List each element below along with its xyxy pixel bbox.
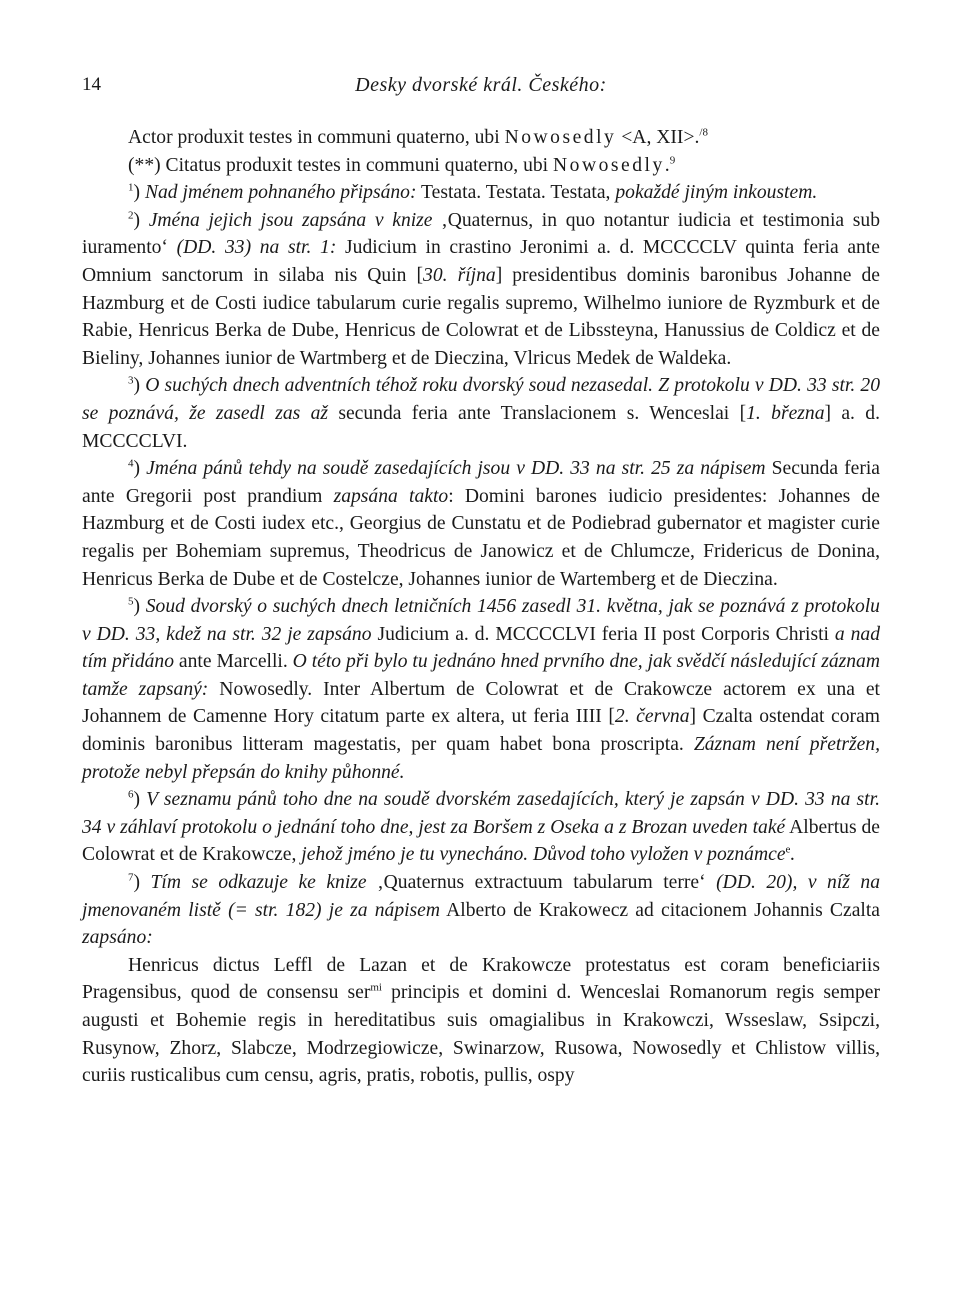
text-run: Testata. Testata. Testata, <box>416 182 616 204</box>
paragraph <box>82 869 880 952</box>
footnote-marker: 9 <box>669 154 676 167</box>
paragraph <box>82 152 880 180</box>
page-number: 14 <box>82 74 101 95</box>
text-run: ) <box>133 182 145 204</box>
text-run: Tím se odkazuje ke knize <box>150 872 367 894</box>
footnote-marker: 1 <box>128 181 134 194</box>
text-run: <A, XII>. <box>616 127 700 148</box>
footnote-marker: 7 <box>128 871 134 884</box>
text-run: 1. března <box>746 402 825 424</box>
paragraph <box>82 179 880 207</box>
text-run: Jména jejich jsou zapsána v knize <box>148 209 433 231</box>
footnote-marker: 2 <box>128 209 134 222</box>
footnote-marker: 5 <box>128 595 134 608</box>
text-run: ) <box>133 789 147 811</box>
text-run: pokaždé jiným inkoustem. <box>615 182 818 204</box>
text-run: principis et domini d. Wenceslai Romanorum regis semper augusti et Bohemie regis in hereditatibus suis omagialibus in Krakowczi, Wsseslaw, Ssipczi, Rusynow, Zhorz, Slabcze, Modrzegiowicze, Swinarzow, Rusowa, Nowosedly et Chlistow villis, curiis rusticalibus cum censu, agris, pratis, robotis, pullis, ospy <box>82 982 880 1087</box>
text-run: zapsána takto <box>333 485 449 507</box>
paragraph <box>82 786 880 869</box>
text-run: Nowosedly <box>504 127 617 148</box>
footnote-marker: mi <box>370 981 382 994</box>
text-run: ) <box>133 596 146 618</box>
running-title: Desky dvorské král. Českého: <box>355 74 607 96</box>
text-run: . <box>790 844 796 866</box>
text-run: O této při bylo tu jednáno hned prvního dne, jak svědčí následující záznam tamže zapsaný: <box>82 651 880 700</box>
footnote-marker: 4 <box>128 457 134 470</box>
footnote-marker: e <box>785 843 791 856</box>
text-run: V seznamu pánů toho dne na soudě dvorském zasedajících, který je zapsán v DD. 33 na str. 34 v záhlaví protokolu o jednání toho dne, jest za Boršem z Oseka a z Brozan uveden také <box>82 789 880 838</box>
text-run: (**) Citatus produxit testes in communi quaterno, ubi <box>128 154 554 176</box>
text-run: Alberto de Krakowecz ad citacionem Johannis Czalta <box>440 899 880 921</box>
text-run: ) <box>133 458 147 480</box>
page-header <box>82 74 880 102</box>
text-run: Nowosedly <box>553 154 665 176</box>
paragraph <box>82 593 880 786</box>
footnote-marker: 3 <box>128 374 134 387</box>
paragraph <box>82 952 880 1090</box>
text-run: : Domini barones iudicio presidentes: Johannes de Hazmburg et de Costi iudex etc., Georgius de Cunstatu et de Podiebrad gubernator et magister curie regalis per Bohemiam supremus, Theodricus de Janowicz et de Chlumcze, Fridericus de Donina, Henricus Berka de Dube et de Costelcze, Johannes iunior de Wartemberg et de Dieczina. <box>82 485 880 590</box>
text-run: ] Czalta ostendat coram dominis baronibus litteram magestatis, per quam habet bona proscripta. <box>82 706 881 756</box>
text-run: . <box>664 154 670 176</box>
footnote-marker: 6 <box>128 788 134 801</box>
text-run: 2. června <box>614 706 690 728</box>
text-run: a nad tím přidáno <box>82 623 881 673</box>
text-run: ‚Quaternus extractuum tabularum terre‘ <box>366 872 717 894</box>
text-run: Nowosedly. Inter Albertum de Colowrat et de Crakowcze actorem ex una et Johannem de Camenne Hory citatum parte ex altera, ut feria IIII [ <box>82 678 880 728</box>
text-run: Actor produxit testes in communi quaterno, ubi <box>128 127 505 148</box>
text-run: (DD. 33) na str. 1: <box>176 237 337 259</box>
page-body <box>82 124 880 1090</box>
text-run: secunda feria ante Translacionem s. Wenceslai [ <box>328 402 747 424</box>
text-run: Soud dvorský o suchých dnech letničních 1456 zasedl 31. května, jak se poznává z protokolu v DD. 33, kdež na str. 32 je zapsáno <box>82 596 880 645</box>
text-run: Secunda feria ante Gregorii post prandium <box>82 458 880 507</box>
text-run: jehož jméno je tu vynecháno. Důvod toho vyložen v poznámce <box>301 844 786 866</box>
text-run: Nad jménem pohnaného připsáno: <box>144 182 417 204</box>
text-run: 30. října <box>423 264 496 286</box>
text-run: (DD. 20), v níž na jmenovaném listě (= str. 182) je za nápisem <box>82 872 880 921</box>
paragraph <box>82 455 880 593</box>
text-run: ] presidentibus dominis baronibus Johanne de Hazmburg et de Costi iudice tabularum curie regalis supremo, Wilhelmo iuniore de Ryzmburk et de Rabie, Henricus Berka de Dube, Henricus de Colowrat et de Libssteyna, Hanussius de Coldicz et de Bieliny, Johannes iunior de Wartmberg et de Dieczina, Vlricus Medek de Waldeka. <box>82 264 881 369</box>
paragraph <box>82 207 880 373</box>
text-run: ) <box>133 872 151 894</box>
text-run: ) <box>133 375 146 397</box>
paragraph <box>82 372 880 455</box>
text-run: zapsáno: <box>82 927 153 949</box>
text-run: Judicium in crastino Jeronimi a. d. MCCCCLV quinta feria ante Omnium sanctorum in silaba nis Quin [ <box>82 237 880 286</box>
text-run: ante Marcelli. <box>174 651 293 673</box>
text-run: ) <box>133 209 149 231</box>
text-run: ‚Quaternus, in quo notantur iudicia et testimonia sub iuramento‘ <box>82 209 880 259</box>
text-run: Albertus de Colowrat et de Krakowcze, <box>82 816 880 866</box>
text-run: O suchých dnech adventních téhož roku dvorský soud nezasedal. Z protokolu v DD. 33 str. 20 se poznává, že zasedl zas až <box>82 375 880 424</box>
footnote-marker: /8 <box>699 126 708 139</box>
text-run: ] a. d. MCCCCLVI. <box>82 402 880 452</box>
text-run: Judicium a. d. MCCCCLVI feria II post Corporis Christi <box>371 623 835 645</box>
text-run: Jména pánů tehdy na soudě zasedajících jsou v DD. 33 na str. 25 za nápisem <box>146 458 766 480</box>
text-run: Henricus dictus Leffl de Lazan et de Krakowcze protestatus est coram beneficiariis Pragensibus, quod de consensu ser <box>82 954 880 1004</box>
text-run: Záznam není přetržen, protože nebyl přepsán do knihy půhonné. <box>82 734 880 783</box>
paragraph <box>82 124 880 152</box>
